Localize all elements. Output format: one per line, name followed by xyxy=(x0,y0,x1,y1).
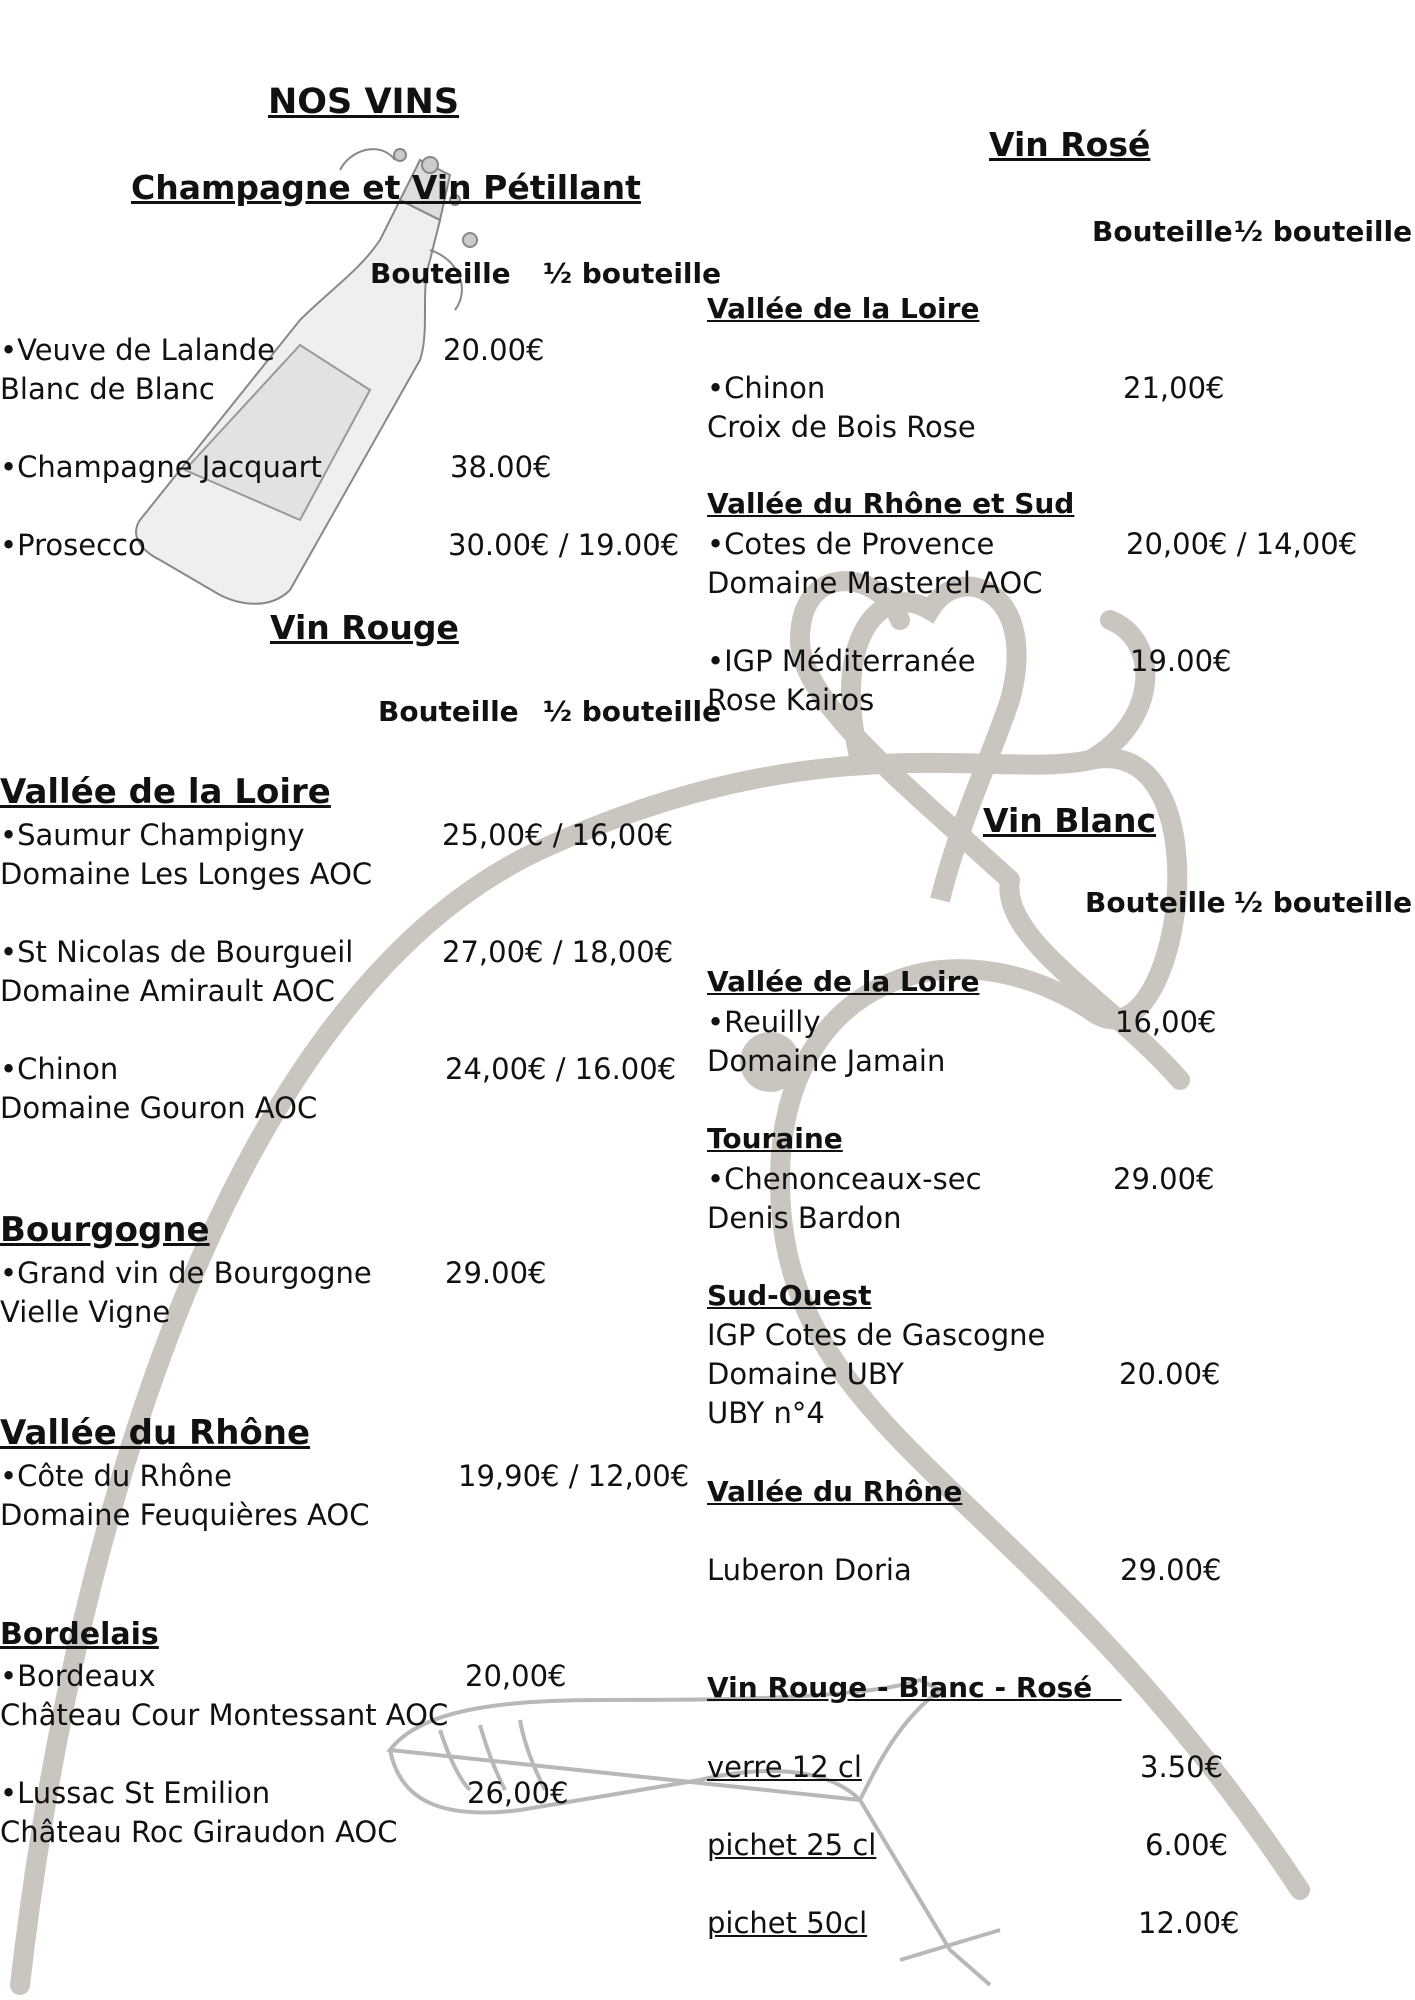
wine-name: •Cotes de Provence xyxy=(707,527,995,561)
rouge-col-bottle: Bouteille xyxy=(378,695,519,728)
wine-price: 25,00€ / 16,00€ xyxy=(442,818,674,852)
verre-item-price: 6.00€ xyxy=(1145,1828,1229,1862)
wine-price: 20.00€ xyxy=(443,333,545,367)
verre-item-name: verre 12 cl xyxy=(707,1750,862,1784)
blanc-heading: Vin Blanc xyxy=(983,801,1157,840)
wine-name: Luberon Doria xyxy=(707,1553,912,1587)
wine-price: 20,00€ xyxy=(465,1659,567,1693)
wine-name: •Côte du Rhône xyxy=(0,1459,233,1493)
wine-subtitle: Domaine Masterel AOC xyxy=(707,566,1043,600)
wine-name: •St Nicolas de Bourgueil xyxy=(0,935,354,969)
wine-price: 26,00€ xyxy=(467,1776,569,1810)
wine-subtitle: Blanc de Blanc xyxy=(0,372,215,406)
wine-subtitle: Rose Kairos xyxy=(707,683,875,717)
blanc-loire-heading: Vallée de la Loire xyxy=(707,965,980,998)
wine-subtitle: Domaine Gouron AOC xyxy=(0,1091,318,1125)
rouge-rhone-heading: Vallée du Rhône xyxy=(0,1413,311,1453)
page-title: NOS VINS xyxy=(268,82,460,122)
rouge-heading: Vin Rouge xyxy=(270,608,459,647)
blanc-rhone-heading: Vallée du Rhône xyxy=(707,1475,963,1508)
wine-name: •Veuve de Lalande xyxy=(0,333,275,367)
wine-price: 21,00€ xyxy=(1123,371,1225,405)
wine-price: 19,90€ / 12,00€ xyxy=(458,1459,690,1493)
champagne-col-bottle: Bouteille xyxy=(370,257,511,290)
wine-subtitle: Domaine Jamain xyxy=(707,1044,946,1078)
wine-price: 29.00€ xyxy=(1120,1553,1222,1587)
wine-price: 38.00€ xyxy=(450,450,552,484)
wine-price: 20.00€ xyxy=(1119,1357,1221,1391)
wine-price: 29.00€ xyxy=(445,1256,547,1290)
wine-name: •Chinon xyxy=(707,371,826,405)
champagne-heading: Champagne et Vin Pétillant xyxy=(131,168,641,207)
wine-price: 20,00€ / 14,00€ xyxy=(1126,527,1358,561)
verre-item-name: pichet 50cl xyxy=(707,1906,868,1940)
wine-price: 27,00€ / 18,00€ xyxy=(442,935,674,969)
wine-subtitle: Domaine Feuquières AOC xyxy=(0,1498,370,1532)
verre-item-price: 12.00€ xyxy=(1138,1906,1240,1940)
wine-subtitle: Château Cour Montessant AOC xyxy=(0,1698,449,1732)
wine-name: •Prosecco xyxy=(0,528,146,562)
wine-subtitle: Denis Bardon xyxy=(707,1201,902,1235)
blanc-col-bottle: Bouteille xyxy=(1085,886,1226,919)
wine-subtitle: Vielle Vigne xyxy=(0,1295,171,1329)
rouge-loire-heading: Vallée de la Loire xyxy=(0,772,331,812)
rouge-col-half: ½ bouteille xyxy=(543,695,722,728)
wine-name: •Chenonceaux-sec xyxy=(707,1162,982,1196)
wine-name: •Bordeaux xyxy=(0,1659,156,1693)
wine-subtitle: Domaine Amirault AOC xyxy=(0,974,335,1008)
blanc-touraine-heading: Touraine xyxy=(707,1122,843,1155)
wine-price: 29.00€ xyxy=(1113,1162,1215,1196)
wine-name: •IGP Méditerranée xyxy=(707,644,976,678)
wine-price: 24,00€ / 16.00€ xyxy=(445,1052,677,1086)
verre-item-price: 3.50€ xyxy=(1140,1750,1224,1784)
wine-name: •Chinon xyxy=(0,1052,119,1086)
wine-subtitle: Château Roc Giraudon AOC xyxy=(0,1815,398,1849)
wine-name: •Champagne Jacquart xyxy=(0,450,322,484)
wine-price: 30.00€ / 19.00€ xyxy=(448,528,680,562)
wine-price: 16,00€ xyxy=(1115,1005,1217,1039)
wine-name: •Grand vin de Bourgogne xyxy=(0,1256,372,1290)
wine-price: 19.00€ xyxy=(1130,644,1232,678)
rose-heading: Vin Rosé xyxy=(989,125,1151,164)
verre-heading: Vin Rouge - Blanc - Rosé xyxy=(707,1671,1122,1704)
wine-subtitle-2: UBY n°4 xyxy=(707,1396,825,1430)
rose-col-bottle: Bouteille xyxy=(1092,215,1233,248)
wine-subtitle: Croix de Bois Rose xyxy=(707,410,976,444)
wine-name: •Lussac St Emilion xyxy=(0,1776,271,1810)
wine-glass-illustration xyxy=(390,1680,1000,1985)
champagne-col-half: ½ bouteille xyxy=(543,257,722,290)
wine-subtitle: Domaine Les Longes AOC xyxy=(0,857,373,891)
rouge-bordelais-heading: Bordelais xyxy=(0,1617,159,1652)
wine-subtitle: Domaine UBY xyxy=(707,1357,904,1391)
wine-name: •Reuilly xyxy=(707,1005,821,1039)
rose-loire-heading: Vallée de la Loire xyxy=(707,292,980,325)
wine-name: IGP Cotes de Gascogne xyxy=(707,1318,1046,1352)
blanc-sud-ouest-heading: Sud-Ouest xyxy=(707,1279,872,1312)
verre-item-name: pichet 25 cl xyxy=(707,1828,877,1862)
blanc-col-half: ½ bouteille xyxy=(1234,886,1413,919)
rouge-bourgogne-heading: Bourgogne xyxy=(0,1210,210,1250)
rose-rhone-sud-heading: Vallée du Rhône et Sud xyxy=(707,487,1075,520)
wine-name: •Saumur Champigny xyxy=(0,818,305,852)
rose-col-half: ½ bouteille xyxy=(1234,215,1413,248)
